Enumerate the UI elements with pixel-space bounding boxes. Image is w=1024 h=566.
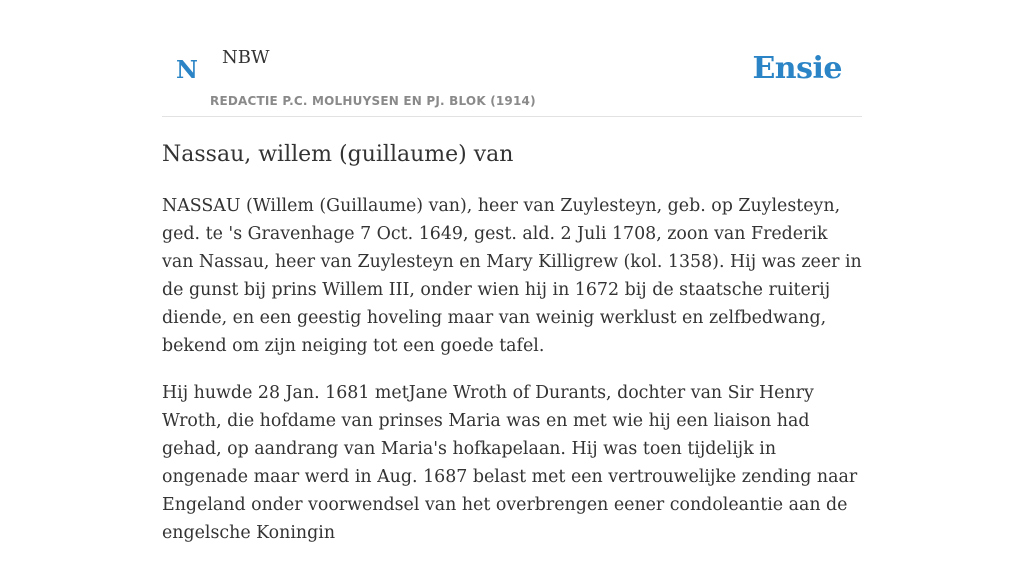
source-title[interactable]: NBW (222, 47, 270, 68)
source-subtitle: REDACTIE P.C. MOLHUYSEN EN PJ. BLOK (1914) (210, 94, 536, 108)
article-title: Nassau, willem (guillaume) van (162, 142, 514, 167)
article-paragraph: Hij huwde 28 Jan. 1681 metJane Wroth of Durants, dochter van Sir Henry Wroth, die hofdame van prinses Maria was en met wie hij een liaison had gehad, op aandrang van Maria's hofkapelaan. Hij was toen tijdelijk in ongenade maar werd in Aug. 1687 belast met een vertrouwelijke zending naar Engeland onder voorwendsel van het overbrengen eener condoleantie aan de engelsche Koningin (162, 383, 858, 543)
article-body (162, 192, 862, 566)
source-logo[interactable]: N (176, 55, 198, 84)
brand-logo[interactable]: Ensie (752, 51, 842, 86)
article-paragraph: NASSAU (Willem (Guillaume) van), heer van Zuylesteyn, geb. op Zuylesteyn, ged. te 's Gravenhage 7 Oct. 1649, gest. ald. 2 Juli 1708, zoon van Frederik van Nassau, heer van Zuylesteyn en Mary Killigrew (kol. 1358). Hij was zeer in de gunst bij prins Willem III, onder wien hij in 1672 bij de staatsche ruiterij diende, en een geestig hoveling maar van weinig werklust en zelfbedwang, bekend om zijn neiging tot een goede tafel. (162, 196, 862, 356)
site-header (162, 0, 862, 117)
